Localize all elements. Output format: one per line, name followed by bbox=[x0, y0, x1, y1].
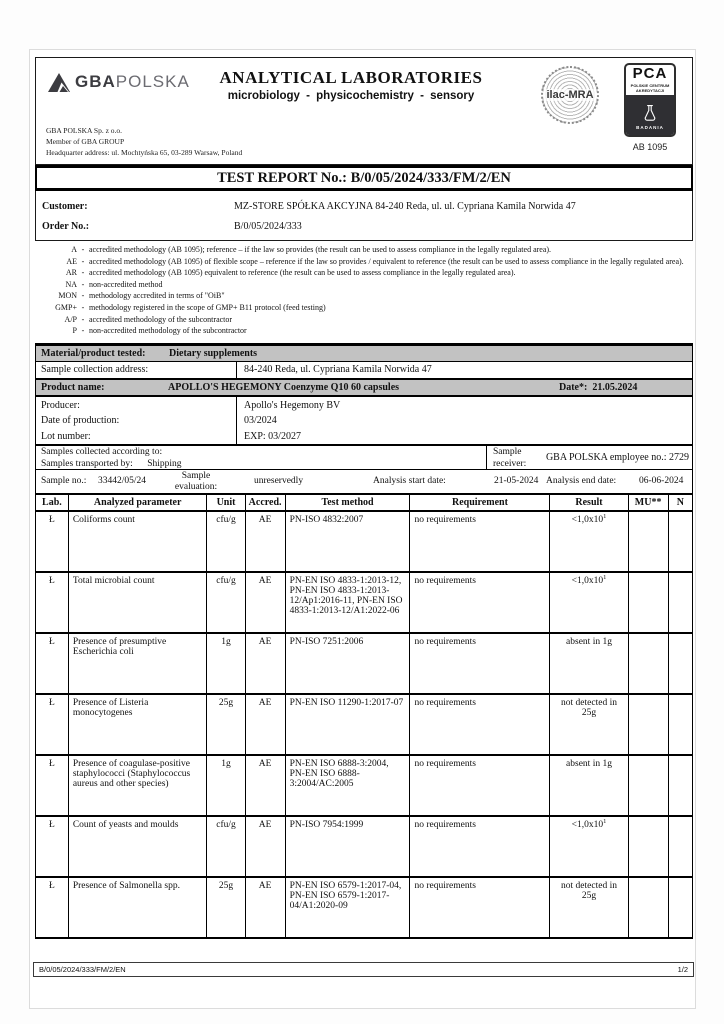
producer-block bbox=[35, 397, 693, 444]
results-column-header: N bbox=[668, 494, 692, 511]
customer-row bbox=[42, 196, 692, 216]
pca-subtitle-2: AKREDYTACJI bbox=[635, 87, 665, 93]
result-exponent: 1 bbox=[603, 512, 607, 520]
company-group: Member of GBA GROUP bbox=[46, 136, 125, 146]
sample-receiver-value: GBA POLSKA employee no.: 2729 bbox=[545, 452, 689, 463]
pca-name: PCA bbox=[632, 65, 668, 82]
table-row bbox=[36, 694, 693, 755]
cell-result: absent in 1g bbox=[550, 633, 628, 694]
product-date-value: 21.05.2024 bbox=[592, 382, 638, 393]
gba-triangle-logo-icon bbox=[48, 73, 70, 92]
cell-accred: AE bbox=[245, 755, 285, 816]
legend-row bbox=[35, 325, 693, 337]
main-table bbox=[35, 343, 693, 939]
legend-code: A/P bbox=[64, 314, 77, 324]
result-exponent: 1 bbox=[603, 817, 607, 825]
legend-row bbox=[35, 256, 693, 268]
ilac-mra-label: ilac-MRA bbox=[546, 89, 594, 101]
legend-separator: - bbox=[81, 302, 85, 312]
cell-parameter: Presence of Salmonella spp. bbox=[68, 877, 207, 938]
legend-code: MON bbox=[58, 291, 77, 301]
cell-lab: Ł bbox=[36, 694, 69, 755]
samples-left-cell bbox=[36, 446, 486, 469]
results-column-header: MU** bbox=[628, 494, 668, 511]
analysis-end-label: Analysis end date: bbox=[546, 476, 617, 486]
report-title-bar bbox=[35, 165, 693, 191]
cell-parameter: Presence of presumptive Escherichia coli bbox=[68, 633, 207, 694]
results-column-header: Requirement bbox=[410, 494, 550, 511]
cell-requirement: no requirements bbox=[410, 816, 550, 877]
cell-requirement: no requirements bbox=[410, 633, 550, 694]
producer-label: Producer: bbox=[41, 400, 80, 411]
footer-page-number: 1/2 bbox=[677, 965, 688, 974]
legend-text: non-accredited methodology of the subcontractor bbox=[89, 326, 247, 336]
sample-no-label: Sample no.: bbox=[41, 476, 87, 486]
pca-badge-block bbox=[626, 95, 674, 137]
company-name: GBA POLSKA Sp. z o.o. bbox=[46, 126, 123, 135]
cell-result: $<1,0x10^1$ bbox=[550, 816, 628, 877]
cell-unit: cfu/g bbox=[207, 511, 245, 572]
flask-icon bbox=[642, 104, 658, 123]
cell-mu bbox=[628, 755, 668, 816]
samples-row bbox=[35, 444, 693, 469]
lot-number-value: EXP: 03/2027 bbox=[244, 430, 301, 442]
legend-separator: - bbox=[81, 279, 85, 289]
cell-requirement: no requirements bbox=[410, 511, 550, 572]
lab-title: ANALYTICAL LABORATORIES bbox=[219, 68, 483, 87]
pca-accreditation-logo bbox=[624, 63, 676, 137]
legend-row bbox=[35, 314, 693, 326]
footer-report-number: B/0/05/2024/333/FM/2/EN bbox=[39, 965, 126, 974]
cell-parameter: Count of yeasts and moulds bbox=[68, 816, 207, 877]
logo-text bbox=[75, 72, 190, 92]
cell-unit: 25g bbox=[207, 694, 245, 755]
cell-test-method: PN-EN ISO 6888-3:2004, PN-EN ISO 6888-3:2004/AC:2005 bbox=[285, 755, 410, 816]
analysis-end-value: 06-06-2024 bbox=[639, 476, 684, 486]
legend-code: AE bbox=[66, 256, 77, 266]
cell-requirement: no requirements bbox=[410, 572, 550, 633]
legend-text: methodology registered in the scope of GMP+ B11 protocol (feed testing) bbox=[89, 302, 326, 312]
cell-accred: AE bbox=[245, 877, 285, 938]
analysis-start-label: Analysis start date: bbox=[373, 476, 446, 486]
cell-parameter: Presence of coagulase-positive staphylococci (Staphylococcus aureus and other species) bbox=[68, 755, 207, 816]
cell-test-method: PN-EN ISO 6579-1:2017-04, PN-EN ISO 6579-1:2017-04/A1:2020-09 bbox=[285, 877, 410, 938]
customer-order-box bbox=[35, 191, 693, 241]
table-row bbox=[36, 511, 693, 572]
legend-text: methodology accredited in terms of "OiB" bbox=[89, 291, 225, 301]
results-column-header: Test method bbox=[285, 494, 410, 511]
product-name-row bbox=[35, 378, 693, 397]
order-label: Order No.: bbox=[42, 220, 90, 232]
table-row bbox=[36, 816, 693, 877]
product-name-label: Product name: bbox=[41, 382, 105, 393]
cell-lab: Ł bbox=[36, 755, 69, 816]
sample-address-value: 84-240 Reda, ul. Cypriana Kamila Norwida 47 bbox=[244, 364, 432, 375]
cell-accred: AE bbox=[245, 572, 285, 633]
order-value: B/0/05/2024/333 bbox=[234, 220, 302, 232]
cell-unit: 1g bbox=[207, 633, 245, 694]
material-label: Material/product tested: bbox=[41, 348, 146, 359]
results-body bbox=[36, 511, 693, 938]
legend-code: P bbox=[72, 326, 77, 336]
results-column-header: Lab. bbox=[36, 494, 69, 511]
cell-unit: 25g bbox=[207, 877, 245, 938]
legend-text: non-accredited method bbox=[89, 279, 163, 289]
sample-address-row bbox=[35, 361, 693, 378]
lab-title-block bbox=[201, 68, 501, 102]
pca-cert-number: AB 1095 bbox=[632, 142, 668, 152]
sample-address-label: Sample collection address: bbox=[36, 362, 237, 378]
legend-separator: - bbox=[81, 256, 85, 266]
production-date-value: 03/2024 bbox=[244, 415, 277, 427]
legend-code: NA bbox=[65, 279, 77, 289]
cell-test-method: PN-EN ISO 11290-1:2017-07 bbox=[285, 694, 410, 755]
material-value: Dietary supplements bbox=[169, 348, 258, 359]
table-row bbox=[36, 572, 693, 633]
cell-mu bbox=[628, 816, 668, 877]
results-table bbox=[35, 493, 693, 939]
legend-row bbox=[35, 302, 693, 314]
result-exponent: 1 bbox=[603, 573, 607, 581]
legend-separator: - bbox=[81, 268, 85, 278]
legend-separator: - bbox=[81, 314, 85, 324]
cell-lab: Ł bbox=[36, 877, 69, 938]
cell-n bbox=[668, 511, 692, 572]
legend-text: accredited methodology (AB 1095) of flexible scope – reference if the law so provides / equivalent to reference (the result can be used to assess compliance in the legally regulated area). bbox=[89, 256, 684, 266]
page-footer bbox=[33, 962, 694, 977]
analysis-start-value: 21-05-2024 bbox=[494, 476, 539, 486]
letterhead bbox=[35, 57, 693, 165]
cell-unit: cfu/g bbox=[207, 816, 245, 877]
company-address: Headquarter address: ul. Mochtyńska 65, 03-289 Warsaw, Poland bbox=[46, 147, 243, 157]
cell-test-method: PN-ISO 7954:1999 bbox=[285, 816, 410, 877]
legend-row bbox=[35, 290, 693, 302]
sample-no-value: 33442/05/24 bbox=[98, 476, 147, 486]
legend-row bbox=[35, 267, 693, 279]
production-date-label: Date of production: bbox=[41, 415, 120, 427]
cell-test-method: PN-ISO 4832:2007 bbox=[285, 511, 410, 572]
cell-lab: Ł bbox=[36, 633, 69, 694]
cell-requirement: no requirements bbox=[410, 877, 550, 938]
cell-unit: 1g bbox=[207, 755, 245, 816]
cell-mu bbox=[628, 633, 668, 694]
legend-code: A bbox=[71, 245, 77, 254]
samples-collected-label: Samples collected according to: bbox=[41, 447, 163, 457]
cell-accred: AE bbox=[245, 816, 285, 877]
results-column-header: Accred. bbox=[245, 494, 285, 511]
legend-code: AR bbox=[65, 268, 77, 278]
company-address-block bbox=[46, 126, 242, 159]
sample-number-row bbox=[35, 469, 693, 493]
results-column-header: Result bbox=[550, 494, 628, 511]
logo-gba: GBA bbox=[75, 72, 116, 91]
legend bbox=[35, 244, 693, 337]
cell-result: $<1,0x10^1$ bbox=[550, 511, 628, 572]
cell-result: not detected in 25g bbox=[550, 877, 628, 938]
sample-evaluation-label: Sample evaluation: bbox=[174, 471, 218, 492]
customer-label: Customer: bbox=[42, 200, 88, 212]
cell-result: absent in 1g bbox=[550, 755, 628, 816]
cell-lab: Ł bbox=[36, 511, 69, 572]
ilac-mra-logo bbox=[541, 66, 599, 124]
samples-transported-label: Samples transported by: bbox=[41, 458, 133, 469]
table-row bbox=[36, 755, 693, 816]
legend-code: GMP+ bbox=[55, 302, 77, 312]
results-column-header: Unit bbox=[207, 494, 245, 511]
lot-number-label: Lot number: bbox=[41, 430, 91, 442]
cell-mu bbox=[628, 572, 668, 633]
cell-n bbox=[668, 572, 692, 633]
company-logo bbox=[48, 72, 190, 92]
cell-test-method: PN-ISO 7251:2006 bbox=[285, 633, 410, 694]
cell-n bbox=[668, 877, 692, 938]
logo-polska: POLSKA bbox=[115, 72, 190, 91]
results-column-header: Analyzed parameter bbox=[68, 494, 207, 511]
cell-result: not detected in 25g bbox=[550, 694, 628, 755]
table-row bbox=[36, 877, 693, 938]
lab-subtitle: microbiology - physicochemistry - sensory bbox=[227, 90, 475, 102]
sample-receiver-label: Sample receiver: bbox=[486, 446, 542, 469]
legend-separator: - bbox=[81, 326, 85, 336]
cell-mu bbox=[628, 877, 668, 938]
legend-separator: - bbox=[81, 245, 85, 254]
producer-value: Apollo's Hegemony BV bbox=[244, 400, 341, 411]
legend-text: accredited methodology (AB 1095); reference – if the law so provides (the result can be used to assess compliance in the legally regulated area). bbox=[89, 245, 552, 254]
material-row bbox=[35, 343, 693, 361]
product-date bbox=[559, 382, 687, 393]
cell-mu bbox=[628, 511, 668, 572]
pca-badania-label: BADANIA bbox=[636, 124, 664, 130]
cell-mu bbox=[628, 694, 668, 755]
legend-row bbox=[35, 244, 693, 256]
cell-accred: AE bbox=[245, 694, 285, 755]
cell-lab: Ł bbox=[36, 572, 69, 633]
customer-value: MZ-STORE SPÓŁKA AKCYJNA 84-240 Reda, ul. ul. Cypriana Kamila Norwida 47 bbox=[234, 200, 576, 212]
pca-subtitle-1: POLSKIE CENTRUM bbox=[630, 82, 670, 88]
legend-text: accredited methodology (AB 1095) equivalent to reference (the result can be used to assess compliance in the legally regulated area). bbox=[89, 268, 516, 278]
cell-requirement: no requirements bbox=[410, 755, 550, 816]
legend-separator: - bbox=[81, 291, 85, 301]
cell-n bbox=[668, 816, 692, 877]
product-date-label: Date*: bbox=[559, 382, 588, 393]
legend-row bbox=[35, 279, 693, 291]
cell-n bbox=[668, 633, 692, 694]
order-row bbox=[42, 216, 692, 236]
cell-parameter: Coliforms count bbox=[68, 511, 207, 572]
samples-transported-value: Shipping bbox=[147, 458, 182, 469]
cell-parameter: Total microbial count bbox=[68, 572, 207, 633]
legend-text: accredited methodology of the subcontractor bbox=[89, 314, 233, 324]
product-name-value: APOLLO'S HEGEMONY Coenzyme Q10 60 capsules bbox=[168, 382, 400, 393]
cell-unit: cfu/g bbox=[207, 572, 245, 633]
producer-values bbox=[237, 397, 692, 444]
cell-result: $<1,0x10^1$ bbox=[550, 572, 628, 633]
cell-accred: AE bbox=[245, 511, 285, 572]
cell-requirement: no requirements bbox=[410, 694, 550, 755]
cell-lab: Ł bbox=[36, 816, 69, 877]
cell-n bbox=[668, 694, 692, 755]
sample-evaluation-value: unreservedly bbox=[254, 476, 304, 486]
cell-accred: AE bbox=[245, 633, 285, 694]
cell-n bbox=[668, 755, 692, 816]
table-row bbox=[36, 633, 693, 694]
cell-test-method: PN-EN ISO 4833-1:2013-12, PN-EN ISO 4833-1:2013-12/Ap1:2016-11, PN-EN ISO 4833-1:2013-12/A1:2022-06 bbox=[285, 572, 410, 633]
cell-parameter: Presence of Listeria monocytogenes bbox=[68, 694, 207, 755]
results-header-row bbox=[36, 494, 693, 511]
report-title: TEST REPORT No.: B/0/05/2024/333/FM/2/EN bbox=[217, 169, 511, 186]
producer-labels bbox=[36, 397, 237, 444]
